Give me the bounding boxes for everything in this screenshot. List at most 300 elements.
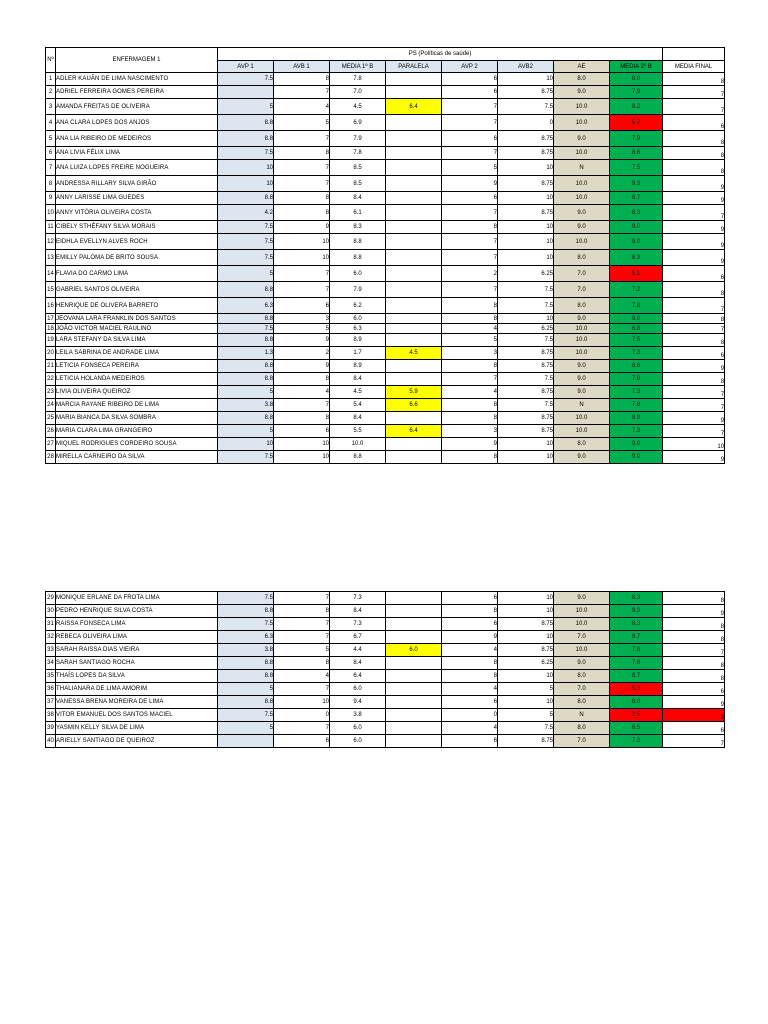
media1-cell: 7.8 (330, 147, 386, 160)
media-final-cell: 8 (663, 618, 725, 631)
media2-cell: 8.3 (610, 618, 663, 631)
table-row (46, 412, 725, 425)
student-name: LIVIA OLIVEIRA QUEIROZ (56, 386, 218, 399)
paralela-cell (386, 683, 442, 696)
media-final-cell: 9 (663, 696, 725, 709)
student-number: 20 (46, 347, 56, 360)
avp2-cell: 4 (442, 324, 498, 334)
media2-cell: 9.0 (610, 221, 663, 234)
avb2-cell: 10 (498, 592, 554, 605)
paralela-cell (386, 73, 442, 86)
paralela-cell (386, 631, 442, 644)
media2-cell: 8.7 (610, 192, 663, 205)
student-number: 17 (47, 315, 54, 322)
media1-cell: 6.9 (330, 115, 386, 131)
media1-cell: 7.8 (330, 73, 386, 86)
avp1-cell: 8.8 (218, 373, 274, 386)
avp2-cell: 4 (442, 683, 498, 696)
avp2-cell: 8 (442, 670, 498, 683)
media2-cell: 7.3 (610, 386, 663, 399)
media-final-cell: 9 (663, 234, 725, 250)
student-number: 10 (46, 205, 56, 221)
avb1-cell: 4 (274, 386, 330, 399)
avp1-cell: 7.5 (218, 250, 274, 266)
avp1-cell: 5 (218, 266, 274, 282)
table-row (46, 192, 725, 205)
paralela-cell (386, 115, 442, 131)
student-number: 37 (46, 696, 56, 709)
avb2-cell: 8.75 (498, 735, 554, 748)
avb2-cell: 7.5 (498, 298, 554, 314)
table-row (46, 334, 725, 347)
media2-cell: 8.7 (610, 670, 663, 683)
grades-table-1 (45, 47, 725, 464)
table-row (46, 631, 725, 644)
avb1-cell: 8 (274, 657, 330, 670)
table-row (46, 86, 725, 99)
media1-cell: 8.5 (330, 160, 386, 176)
avb2-cell: 7.5 (498, 99, 554, 115)
media-final-header: MEDIA FINAL (663, 61, 725, 73)
avb1-cell: 7 (274, 160, 330, 176)
ae-cell: 10.0 (554, 644, 610, 657)
table-row (46, 250, 725, 266)
table-row (46, 131, 725, 147)
media1-cell: 7.0 (330, 86, 386, 99)
media-final-cell: 8 (663, 670, 725, 683)
avp2-cell: 6 (442, 86, 498, 99)
ae-cell: 10.0 (554, 176, 610, 192)
avb1-cell: 2 (274, 347, 330, 360)
media-final-cell: 7 (663, 86, 725, 99)
media1-cell: 9.4 (330, 696, 386, 709)
avb2-cell: 0 (498, 115, 554, 131)
media1-cell: 6.3 (330, 324, 386, 334)
avp1-cell: 8.8 (218, 670, 274, 683)
student-number: 40 (46, 735, 56, 748)
ae-cell: 9.0 (554, 221, 610, 234)
student-number: 2 (46, 86, 56, 99)
avb1-cell: 7 (274, 683, 330, 696)
avp1-cell: 8.8 (218, 314, 274, 324)
media-final-cell: 7 (663, 205, 725, 221)
paralela-cell (386, 412, 442, 425)
student-number: 5 (46, 131, 56, 147)
student-name: PEDRO HENRIQUE SILVA COSTA (56, 605, 218, 618)
paralela-cell (386, 266, 442, 282)
avb1-cell: 6 (274, 425, 330, 438)
avp2-cell: 6 (442, 192, 498, 205)
ae-cell: 9.0 (554, 592, 610, 605)
student-number: 30 (46, 605, 56, 618)
student-number: 7 (46, 160, 56, 176)
student-name: AMANDA FREITAS DE OLIVEIRA (56, 99, 218, 115)
avb1-cell: 10 (274, 451, 330, 464)
avb2-cell: 10 (498, 605, 554, 618)
student-number: 31 (46, 618, 56, 631)
ae-cell: 8.0 (554, 722, 610, 735)
avp2-cell: 5 (442, 160, 498, 176)
media2-cell: 7.3 (610, 347, 663, 360)
avb2-cell: 7.5 (498, 399, 554, 412)
media-final-cell: 8 (663, 631, 725, 644)
paralela-cell (386, 334, 442, 347)
ae-cell: 7.0 (554, 282, 610, 298)
student-number: 9 (46, 192, 56, 205)
avb2-cell: 8.75 (498, 147, 554, 160)
student-number: 32 (46, 631, 56, 644)
media1-cell: 6.0 (330, 314, 386, 324)
media1-cell: 10.0 (330, 438, 386, 451)
avb2-cell: 5 (498, 709, 554, 722)
student-name: GABRIEL SANTOS OLIVEIRA (56, 282, 218, 298)
media-final-cell: 8 (663, 282, 725, 298)
table-row (46, 234, 725, 250)
table-row (46, 205, 725, 221)
avb2-cell: 10 (498, 314, 554, 324)
avb2-cell: 6.25 (498, 657, 554, 670)
media2-cell: 5.3 (610, 683, 663, 696)
avp1-cell (218, 86, 274, 99)
media2-cell: 9.0 (610, 451, 663, 464)
paralela-cell (386, 373, 442, 386)
media1-cell: 6.7 (330, 631, 386, 644)
avp1-cell: 5 (218, 722, 274, 735)
avb2-cell: 10 (498, 192, 554, 205)
avp2-cell: 8 (442, 605, 498, 618)
student-name: LETICIA FONSECA PEREIRA (56, 360, 218, 373)
media2-cell: 7.5 (610, 160, 663, 176)
student-number: 16 (46, 298, 56, 314)
avp1-cell: 8.8 (218, 412, 274, 425)
avb1-cell: 7 (274, 282, 330, 298)
media-final-cell: 8 (663, 160, 725, 176)
table-row (46, 373, 725, 386)
student-name: THAÍS LOPES DA SILVA (56, 670, 218, 683)
avp1-cell: 8.8 (218, 115, 274, 131)
media1-cell: 8.8 (330, 250, 386, 266)
media2-cell: 7.8 (610, 657, 663, 670)
ae-cell: 9.0 (554, 360, 610, 373)
avb1-cell: 3 (274, 314, 330, 324)
media-final-cell: 9 (663, 221, 725, 234)
paralela-cell (386, 592, 442, 605)
student-name: EMILLY PALOMA DE BRITO SOUSA (56, 250, 218, 266)
table-row (46, 735, 725, 748)
avp1-header: AVP 1 (218, 61, 274, 73)
avb2-cell: 8.75 (498, 131, 554, 147)
avp2-cell: 8 (442, 360, 498, 373)
paralela-cell (386, 657, 442, 670)
table-row (46, 160, 725, 176)
paralela-cell (386, 160, 442, 176)
avp1-cell: 8.8 (218, 282, 274, 298)
table-row (46, 115, 725, 131)
student-number: 35 (46, 670, 56, 683)
paralela-cell: 6.4 (386, 99, 442, 115)
paralela-cell (386, 735, 442, 748)
ae-cell: 10.0 (554, 99, 610, 115)
student-number: 1 (46, 73, 56, 86)
media1-cell: 7.3 (330, 618, 386, 631)
media2-cell: 9.0 (610, 314, 663, 324)
student-number: 24 (46, 399, 56, 412)
avp2-cell: 4 (442, 644, 498, 657)
avb2-cell: 8.75 (498, 425, 554, 438)
media-final-cell: 7 (663, 425, 725, 438)
media1-cell: 6.0 (330, 683, 386, 696)
media-final-cell: 7 (663, 399, 725, 412)
avb2-cell: 6.25 (498, 324, 554, 334)
avp2-cell: 9 (442, 631, 498, 644)
media2-cell: 8.0 (610, 696, 663, 709)
ae-cell: 7.0 (554, 683, 610, 696)
media1-cell: 8.9 (330, 360, 386, 373)
paralela-cell (386, 360, 442, 373)
media1-cell: 8.3 (330, 221, 386, 234)
avp1-cell: 1.3 (218, 347, 274, 360)
table-row (46, 696, 725, 709)
avb2-cell: 7.5 (498, 722, 554, 735)
avp1-cell: 8.8 (218, 696, 274, 709)
paralela-cell: 5.9 (386, 386, 442, 399)
media1-cell: 8.5 (330, 176, 386, 192)
avb1-cell: 8 (274, 192, 330, 205)
avb2-cell: 10 (498, 451, 554, 464)
table-row (46, 386, 725, 399)
avb1-cell: 8 (274, 147, 330, 160)
student-number: 28 (46, 451, 56, 464)
avp2-cell: 4 (442, 386, 498, 399)
avb2-cell: 6.25 (498, 266, 554, 282)
avp2-cell: 8 (442, 298, 498, 314)
avb1-cell: 7 (274, 131, 330, 147)
avp2-cell: 7 (442, 282, 498, 298)
paralela-cell (386, 234, 442, 250)
media2-cell: 8.3 (610, 250, 663, 266)
media1-cell: 8.9 (330, 334, 386, 347)
media1-cell: 8.4 (330, 373, 386, 386)
media-final-cell: 6 (663, 722, 725, 735)
col-number-header: Nº (46, 48, 56, 73)
table-row (46, 282, 725, 298)
media2-cell: 7.3 (610, 425, 663, 438)
student-number: 18 (47, 325, 54, 332)
student-number: 15 (46, 282, 56, 298)
paralela-cell (386, 618, 442, 631)
student-name: VANESSA BRENA MOREIRA DE LIMA (56, 696, 218, 709)
table-row (46, 347, 725, 360)
ae-cell: 9.0 (554, 205, 610, 221)
student-number: 26 (46, 425, 56, 438)
paralela-cell (386, 324, 442, 334)
avp2-cell: 3 (442, 425, 498, 438)
media1-cell: 5.5 (330, 425, 386, 438)
avb1-cell: 9 (274, 334, 330, 347)
avp1-cell: 5 (218, 425, 274, 438)
paralela-cell: 4.5 (386, 347, 442, 360)
paralela-cell (386, 451, 442, 464)
paralela-cell: 6.6 (386, 399, 442, 412)
ae-cell: N (554, 160, 610, 176)
avb2-cell: 10 (498, 438, 554, 451)
student-number: 25 (46, 412, 56, 425)
media-final-cell: 3 (663, 709, 725, 722)
student-name: ANA CLARA LOPES DOS ANJOS (56, 115, 218, 131)
avp2-header: AVP 2 (442, 61, 498, 73)
avp2-cell: 6 (442, 696, 498, 709)
media1-cell: 5.4 (330, 399, 386, 412)
avb2-cell: 10 (498, 631, 554, 644)
media-final-cell: 7 (663, 735, 725, 748)
avp1-cell: 6.3 (218, 631, 274, 644)
paralela-cell (386, 282, 442, 298)
student-number: 23 (46, 386, 56, 399)
avb2-cell: 10 (498, 234, 554, 250)
student-name: MARCIA RAYANE RIBEIRO DE LIMA (56, 399, 218, 412)
ae-cell: 10.0 (554, 115, 610, 131)
ae-header: AE (554, 61, 610, 73)
ae-cell: 8.0 (554, 298, 610, 314)
media2-cell: 7.6 (610, 644, 663, 657)
student-number: 13 (46, 250, 56, 266)
student-number: 34 (46, 657, 56, 670)
table-row (46, 709, 725, 722)
student-number: 3 (46, 99, 56, 115)
avp1-cell: 4.2 (218, 205, 274, 221)
avp2-cell: 7 (442, 250, 498, 266)
avb1-cell: 7 (274, 399, 330, 412)
avb1-cell: 7 (274, 631, 330, 644)
media-final-cell: 6 (663, 347, 725, 360)
media2-cell: 5.1 (610, 266, 663, 282)
avb1-header: AVB 1 (274, 61, 330, 73)
ae-cell: N (554, 709, 610, 722)
table-row (46, 592, 725, 605)
avb1-cell: 8 (274, 205, 330, 221)
media2-cell: 6.5 (610, 722, 663, 735)
avb1-cell: 7 (274, 86, 330, 99)
paralela-cell: 6.4 (386, 425, 442, 438)
avb1-cell: 9 (274, 360, 330, 373)
ae-cell: 10.0 (554, 605, 610, 618)
media2-cell: 8.6 (610, 147, 663, 160)
paralela-cell (386, 176, 442, 192)
student-name: MARIA BIANCA DA SILVA SOMBRA (56, 412, 218, 425)
grades-table-2 (45, 591, 725, 748)
table-row (46, 324, 725, 334)
avb1-cell: 6 (274, 735, 330, 748)
table-row (46, 605, 725, 618)
ae-cell: 7.0 (554, 266, 610, 282)
avp1-cell: 3.8 (218, 644, 274, 657)
media1-cell: 4.5 (330, 386, 386, 399)
table-row (46, 683, 725, 696)
media1-cell: 1.7 (330, 347, 386, 360)
ae-cell: 10.0 (554, 324, 610, 334)
student-number: 39 (46, 722, 56, 735)
student-name: ANA LIVIA FÉLIX LIMA (56, 147, 218, 160)
subject-group-header: PS (Políticas de saúde) (218, 48, 663, 61)
ae-cell: 10.0 (554, 412, 610, 425)
avp1-cell: 7.5 (218, 234, 274, 250)
media1-cell: 4.4 (330, 644, 386, 657)
avb2-cell: 10 (498, 250, 554, 266)
paralela-cell (386, 696, 442, 709)
avb1-cell: 8 (274, 412, 330, 425)
student-name: REBECA OLIVEIRA LIMA (56, 631, 218, 644)
avb1-cell: 7 (274, 176, 330, 192)
media1-cell: 4.5 (330, 99, 386, 115)
table-row (46, 644, 725, 657)
student-number: 38 (46, 709, 56, 722)
avp2-cell: 6 (442, 73, 498, 86)
avp1-cell: 7.5 (218, 618, 274, 631)
avb1-cell: 7 (274, 592, 330, 605)
student-number: 21 (46, 360, 56, 373)
table-row (46, 266, 725, 282)
paralela-cell (386, 147, 442, 160)
student-name: FLAVIA DO CARMO LIMA (56, 266, 218, 282)
avp1-cell: 7.5 (218, 73, 274, 86)
ae-cell: 10.0 (554, 618, 610, 631)
media-final-cell: 9 (663, 176, 725, 192)
media1-cell: 8.8 (330, 451, 386, 464)
student-name: SARAH RAISSA DIAS VIEIRA (56, 644, 218, 657)
table-row (46, 722, 725, 735)
media2-cell: 7.5 (610, 334, 663, 347)
student-name: ANA LUIZA LOPES FREIRE NOGUEIRA (56, 160, 218, 176)
student-name: JOÃO VICTOR MACIEL RAULINO (56, 324, 218, 334)
avb1-cell: 10 (274, 438, 330, 451)
media-final-cell: 8 (663, 147, 725, 160)
avp2-cell: 9 (442, 438, 498, 451)
paralela-cell: 6.0 (386, 644, 442, 657)
media2-cell: 8.0 (610, 73, 663, 86)
media-final-cell: 8 (663, 131, 725, 147)
media2-cell: 7.8 (610, 298, 663, 314)
avb2-cell: 8.75 (498, 347, 554, 360)
student-name: MARIA CLARA LIMA GRANGEIRO (56, 425, 218, 438)
avp2-cell: 8 (442, 221, 498, 234)
media2-cell: 8.6 (610, 360, 663, 373)
table-row (46, 670, 725, 683)
avp2-cell: 7 (442, 115, 498, 131)
avp1-cell: 10 (218, 160, 274, 176)
avp1-cell: 8.8 (218, 131, 274, 147)
table-row (46, 425, 725, 438)
student-name: THALIANARA DE LIMA AMORIM (56, 683, 218, 696)
avp1-cell: 5 (218, 386, 274, 399)
avb1-cell: 9 (274, 221, 330, 234)
media-final-cell: 9 (663, 451, 725, 464)
student-name: ARIELLY SANTIAGO DE QUEIROZ (56, 735, 218, 748)
media2-cell: 8.7 (610, 631, 663, 644)
avp1-cell: 8.8 (218, 360, 274, 373)
avb2-cell: 7.5 (498, 282, 554, 298)
avb2-header: AVB2 (498, 61, 554, 73)
student-name: SARAH SANTIAGO ROCHA (56, 657, 218, 670)
media2-cell: 5.7 (610, 115, 663, 131)
media2-cell: 7.9 (610, 86, 663, 99)
avp1-cell: 7.5 (218, 221, 274, 234)
avp2-cell: 8 (442, 657, 498, 670)
media1-cell: 6.0 (330, 735, 386, 748)
media-final-cell: 9 (663, 605, 725, 618)
media2-cell: 9.3 (610, 176, 663, 192)
table-row (46, 298, 725, 314)
avp2-cell: 8 (442, 399, 498, 412)
